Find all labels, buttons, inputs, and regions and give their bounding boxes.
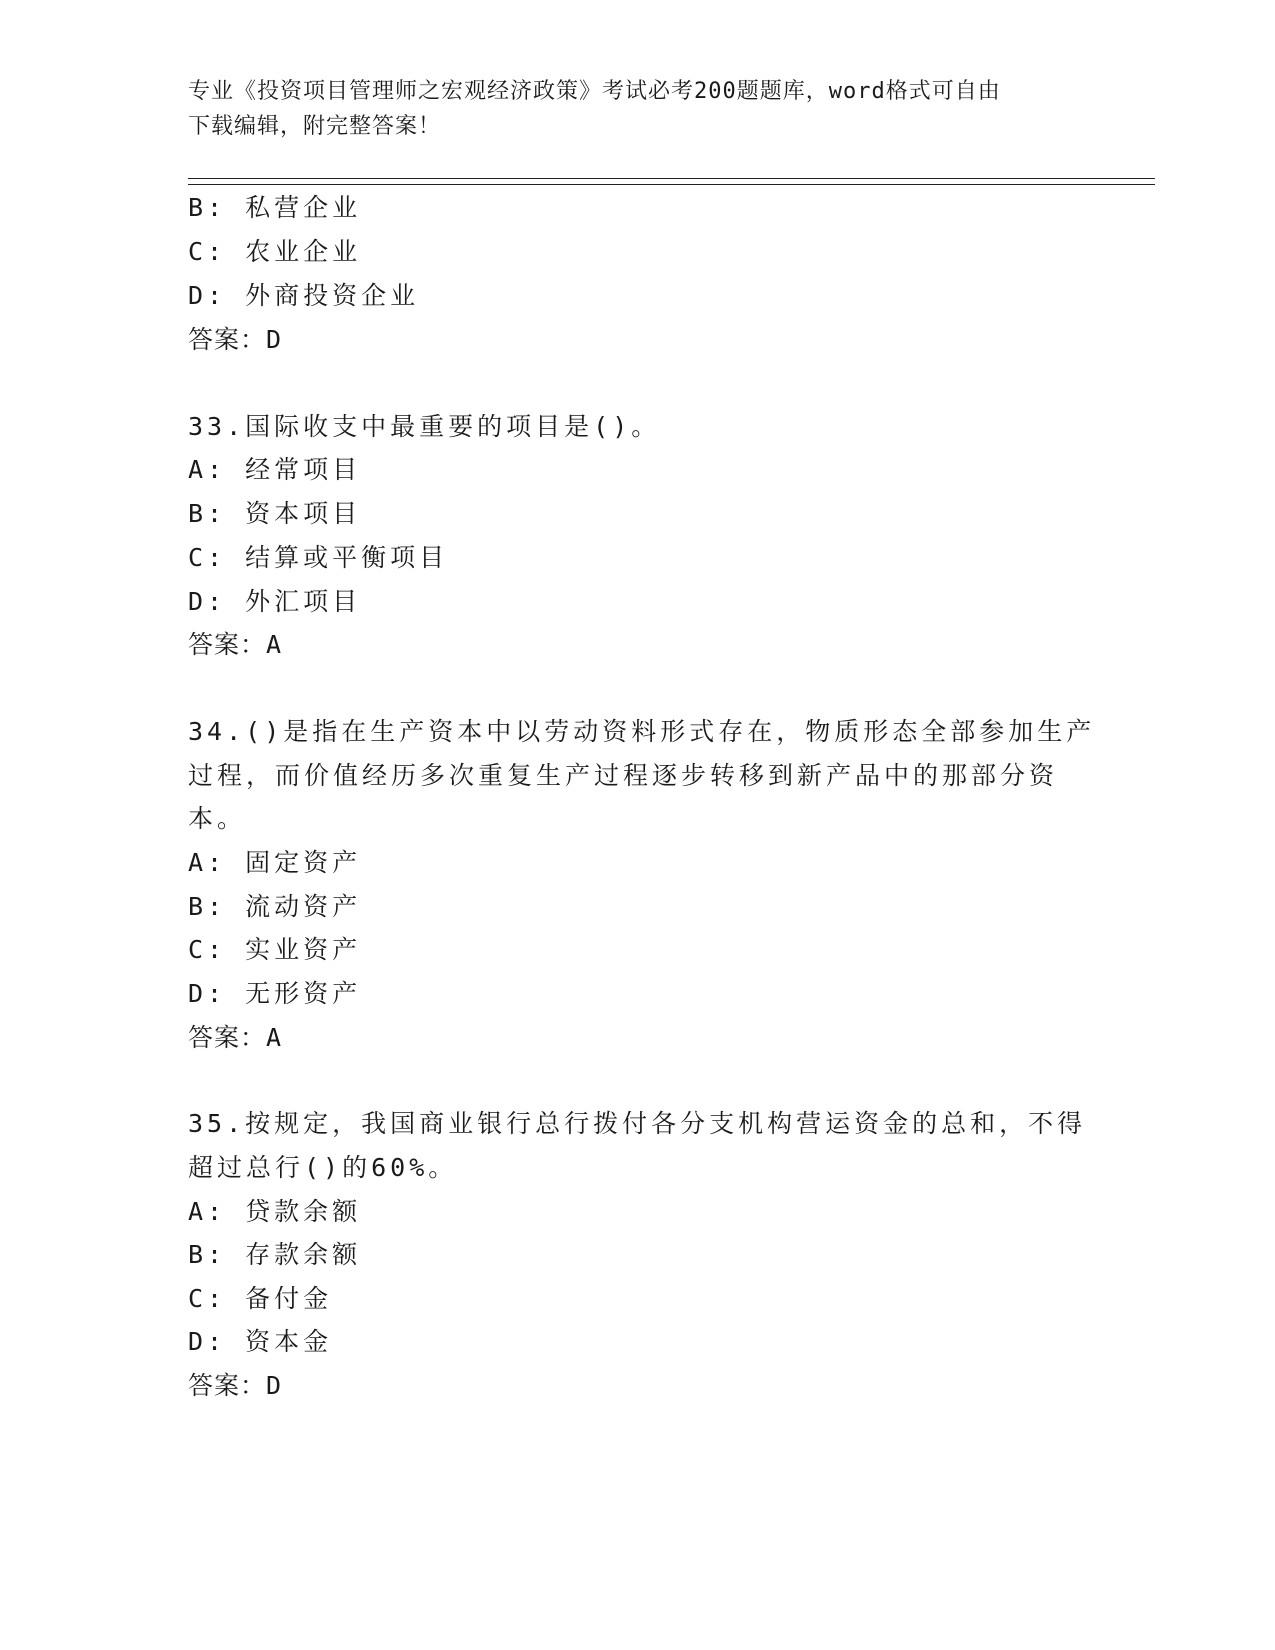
q35-option-c: C: 备付金 (188, 1284, 333, 1313)
header-line-2: 下载编辑，附完整答案！ (188, 114, 442, 139)
q34-option-c: C: 实业资产 (188, 935, 362, 964)
q34-answer: 答案：A (188, 1023, 283, 1052)
q34-stem-line-3: 本。 (188, 804, 247, 833)
q35-stem-line-2: 超过总行()的60%。 (188, 1153, 458, 1182)
q33-option-a: A: 经常项目 (188, 455, 362, 484)
q32-answer: 答案：D (188, 325, 283, 354)
q33-option-c: C: 结算或平衡项目 (188, 543, 449, 572)
header-line-1: 专业《投资项目管理师之宏观经济政策》考试必考200题题库，word格式可自由 (188, 79, 1001, 104)
header-divider-top (188, 178, 1155, 179)
q33-option-d: D: 外汇项目 (188, 587, 362, 616)
header-divider-bottom (188, 184, 1155, 185)
q35-answer: 答案：D (188, 1371, 283, 1400)
q33-answer: 答案：A (188, 630, 283, 659)
q34-option-b: B: 流动资产 (188, 892, 362, 921)
document-header (188, 74, 1088, 144)
q33-stem: 33.国际收支中最重要的项目是()。 (188, 412, 661, 441)
q35-stem-line-1: 35.按规定，我国商业银行总行拨付各分支机构营运资金的总和，不得 (188, 1109, 1087, 1138)
q34-stem-line-2: 过程，而价值经历多次重复生产过程逐步转移到新产品中的那部分资 (188, 761, 1059, 790)
q35-option-b: B: 存款余额 (188, 1240, 362, 1269)
q35-option-d: D: 资本金 (188, 1327, 333, 1356)
q34-option-a: A: 固定资产 (188, 848, 362, 877)
q35-option-a: A: 贷款余额 (188, 1197, 362, 1226)
q32-option-b: B: 私营企业 (188, 193, 362, 222)
q34-option-d: D: 无形资产 (188, 979, 362, 1008)
q33-option-b: B: 资本项目 (188, 499, 362, 528)
q32-option-d: D: 外商投资企业 (188, 281, 420, 310)
q32-option-c: C: 农业企业 (188, 237, 362, 266)
q34-stem-line-1: 34.()是指在生产资本中以劳动资料形式存在，物质形态全部参加生产 (188, 717, 1096, 746)
